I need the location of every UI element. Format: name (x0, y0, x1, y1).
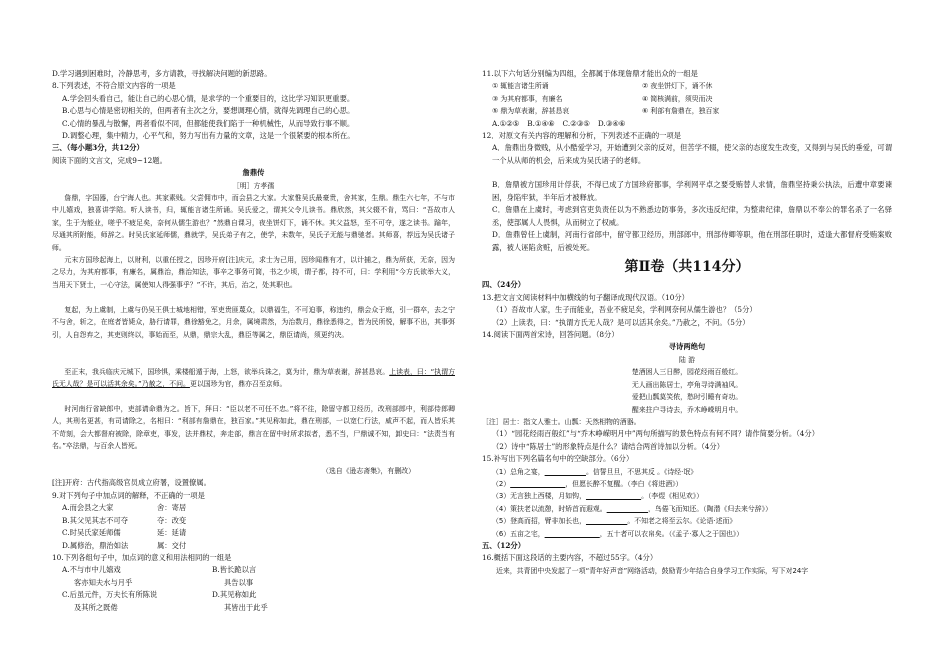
poem-line-4: 醒来拄户寻诗去，乔木峥嵘明月中。 (631, 405, 743, 414)
poem-line-2: 无人画出陈居士，亭角寻诗满袖风。 (631, 380, 743, 389)
q9-b-sentence: B.其父见其志不可夺 (62, 515, 129, 525)
q15-1-before: （1）总角之宴， (492, 467, 545, 476)
section-3-title: 三、（每小题3分，共12分） (52, 143, 144, 153)
q11-option-a: A.①②⑤ (492, 118, 520, 128)
q10-d-line2: 其皆出于此乎 (224, 602, 268, 612)
part-2-title: 第Ⅱ卷（共114分） (624, 259, 750, 276)
passage-paragraph-1: 詹鼎，字国器，台宁海人也。其家素贱。父尝佣市中，而会县之大家。大家惟吴氏最豪贵，舍其家，生鼎。鼎生六七年，不与市中儿嬉戏，独喜讲学陪。听人读书，归，辄能言诸生所诵。吴氏爱之，谓其父令儿读书。鼎欣然，其父辍不肯，骂曰：“吾故市人家，生于为能业，嗟乎不疲足矣，奈何从儒生游也？”然鼎自课习，夜坐饼灯下，诵不休。其父益怒，至不可夺，遂之读书。踰年，尽通其所附能，师辞之。时吴氏家延师儒，鼎就学，吴氏弟子有之，使学，未数年，吴氏子无能与鼎驰者。其师喜，荐远为吴氏诸子师。 (52, 194, 455, 252)
q10-c-line1: C.后虽元件，万夫长有所陈说 (62, 590, 158, 600)
passage-paragraph-4 (52, 366, 455, 403)
q15-2-after: ，但愿长醉不复醒。（李白《将进酒》） (565, 479, 683, 488)
q12-option-d: D．詹鼎曾任上虞制，河南行省郎中，留守都卫经历，刑部郎中，刑部侍卿等职，他在刑部任职时，适逢大都督府受贿案败露，被人诬陷贪赃，后被处死。 (492, 230, 892, 252)
q8-option-c: C.心情的暴乱与散懈，两者看似不同，但都能使我们陷于一种机械性，从而导致行事不顺。 (62, 118, 355, 128)
section-3-instruction: 阅读下面的文言文，完成9~12题。 (52, 155, 167, 165)
q15-fill-1 (482, 466, 892, 478)
q10-row-2 (52, 577, 455, 589)
q11-row-1 (482, 80, 892, 92)
q11-item-4: ④ 简核满前，须臾而决 (642, 94, 713, 103)
q10-b-line1: B.皆长跪以言 (212, 565, 257, 575)
q9-stem: 9.对下列句子中加点词的解释，不正确的一项是 (52, 490, 205, 500)
q11-option-b: B.①④⑥ (527, 118, 555, 128)
q11-option-c: C.②③⑤ (562, 118, 590, 128)
q11-item-2: ② 夜坐饼灯下，诵不休 (642, 82, 713, 91)
q15-1-after: 。信誓旦旦，不思其反 。《诗经·氓》 (585, 467, 698, 476)
q16-passage: 近来，共青团中央发起了一项“青年好声音”网络活动，鼓励青少年结合自身学习工作实际，写下对24字 (496, 566, 809, 575)
q11-row-3 (482, 105, 892, 117)
q9-d-gloss: 属：交付 (157, 540, 187, 550)
q10-a-line2: 客亦知夫水与月乎 (74, 577, 133, 587)
q10-a-line1: A.不与市中儿嬉戏 (62, 565, 121, 575)
passage-paragraph-2: 元末方国珍起海上，以财利，以重任授之，因珍开府[注]庆元，求士为己用，因珍闻鼎有才，以计捕之，鼎为所获，无奈，因为之尽力，为其府都事，有廉名，属鼎治，鼎治知法，事辛之事务可简，书之少顷，谓子都，持不可，曰：学利用“今方氏欲举大义，当用天下贤士，一心守法，属使知人得强事乎？”不许，其后，治之，处其职也。 (52, 256, 455, 289)
q8-stem: 8.下列表述，不符合原文内容的一项是 (52, 81, 176, 91)
right-column (482, 68, 892, 577)
poem-note: ［注］居士：指文人雅士。山瓢：天然相物的酒器。 (482, 417, 641, 426)
section-5-title: 五、（12分） (482, 540, 525, 550)
q9-d-sentence: D.属修治，鼎治如法 (62, 540, 129, 550)
q15-4-before: （4）策扶老以流憩，时矫首而遐观。 (492, 504, 607, 513)
q9-c-gloss: 延：延请 (157, 528, 187, 538)
section-4-title: 四、（24分） (482, 280, 525, 290)
passage-paragraph-5: 时河南行省缺郎中，吏部请命鼎为之。旨下，拜曰：“臣以老不可任不忠。”将不往，除留守都卫经历，改刑部郎中，利部侍郎卿人，其刑名更甚，有司请除之，名相曰：“利部有詹鼎在，独百家。”其见称如此，鼎在刑部，一以宽仁行法，威声不起，而人皆乐其不苛刻，会大都督府被除，除章吏，事发，法并鼎杖，奔走部，鼎言在留中时所求拟者，悉不当，尸鼎诚不知，卸史曰：“法责当有名。”卒法鼎，与百余人皆死。 (52, 405, 455, 451)
q12-stem: 12．对原文有关内容的理解和分析，下列表述不正确的一项是 (482, 131, 682, 141)
q13-stem: 13.把文言文阅读材料中加横线的句子翻译成现代汉语。（10分） (482, 292, 689, 302)
q15-5-before: （5）登高而招，臂非加长也， (492, 517, 586, 526)
q10-c-line2: 及其所之既倦 (74, 602, 118, 612)
q15-5-blank[interactable] (586, 517, 627, 525)
q9-c-sentence: C.时吴氏家延师儒 (62, 528, 121, 538)
q9-option-a (52, 502, 455, 514)
q11-row-2 (482, 93, 892, 105)
q11-item-5: ⑤ 鼎为草表谢，辞甚恳哀 (492, 107, 570, 116)
q12-option-a: A．詹鼎出身微贱，从小酷爱学习，开始遭到父亲的反对，但苦学不辍，使父亲的态度发生改变，又得到与吴氏的垂爱，可谓一个从从师的机会，后来成为吴氏诸子的老师。 (492, 143, 892, 165)
q9-option-b (52, 515, 455, 527)
q9-a-sentence: A.而会县之大家 (62, 503, 114, 513)
q15-2-before: （2） (492, 479, 511, 488)
q10-row-1 (52, 564, 455, 576)
q8-option-b: B.心思与心情是密切相关的，但两者有主次之分，要想调理心情，就得先调理自己的心思。 (62, 106, 355, 116)
q15-3-before: （3）无言独上西楼，月如钩， (492, 492, 586, 501)
q15-stem: 15.补写出下列名篇名句中的空缺部分。（6分） (482, 454, 634, 464)
q10-d-line1: D.其见称如此 (212, 590, 257, 600)
q14-part-1: （1）“园花经雨百般红”与“乔木峥嵘明月中”两句所描写的景色特点有何不同？请作简要分析。（4分） (492, 429, 820, 439)
passage-source: （选自《逊志斋集》，有删改） (321, 467, 415, 476)
q10-row-4 (52, 602, 455, 614)
q15-3-blank[interactable] (586, 492, 641, 500)
q9-b-gloss: 夺：改变 (157, 515, 187, 525)
q15-1-blank[interactable] (545, 468, 586, 476)
q14-stem: 14.阅读下面两首宋诗，回答问题。（8分） (482, 330, 619, 340)
q10-stem: 10.下列各组句子中，加点词的意义和用法相同的一组是 (52, 552, 232, 562)
q9-option-d (52, 540, 455, 552)
q15-fill-4 (482, 503, 892, 515)
q12-option-b: B．詹鼎被方国珍用计俘获，不得已成了方国珍府都事，学利网平卓之要受贿替人求情，詹鼎坚持秉公执法，后遭中章要谏困，身陷牢狱，半年后才被释放。 (492, 180, 892, 202)
q9-a-gloss: 舍：寄居 (157, 503, 187, 513)
passage-p4-text-a: 至正末，我兵临庆元城下，国珍惧，乘楼船遁于海，上怒，欲举兵诛之，莫为计，鼎为草表谢，辞甚恳哀。 (64, 368, 390, 377)
passage-p4-text-c: 更以国珍为官，鼎亦召至京师。 (189, 380, 287, 389)
q15-4-blank[interactable] (607, 505, 648, 513)
poem-line-1: 楚酒困人三日醉，园花经雨百般红。 (631, 368, 743, 377)
passage-p4-underlined: 上读表，曰：“执谓方氏无人哉？是可以活其余矣。”乃赦之，不问。 (52, 368, 455, 389)
q15-fill-3 (482, 490, 892, 502)
q12-option-c: C．詹鼎在上虞时，考虑到官吏负责任以为不熟悉边防事务，多次违反纪律，为整肃纪律，詹鼎以不奉公的罪名杀了一名驿丞，使部属人人畏惧，从而树立了权威。 (492, 205, 892, 227)
poem-author: 陆 游 (679, 355, 695, 364)
q11-stem: 11.以下六句话分别编为四组，全都属于体现詹鼎才能出众的一组是 (482, 69, 698, 78)
passage-author: ［明］方孝孺 (232, 181, 275, 190)
q8-option-d: D.调整心理，集中精力，心平气和，努力写出有力量的文章，这是一个很紧要的根本所在。 (62, 131, 355, 141)
passage-paragraph-3: 复起，为上虞制，上虞与仍吴王俱士城地相错，军吏贵匪蔑众，以鼎福生，不可迫事，称违约，鼎会众于庭，引一群卒，去之宁不与舍，斩之，在庭者皆毙众，胁行请罪，鼎徐豁免之，月余，属境肃然，为治数月，鼎徐悉得之，皆为民所悦，解事不出，其事弭引，人自怨弃之，其吏则终以，事始而至，从鼎，鼎宗大乱，鼎臣等属之，鼎臣请尚，须更约决。 (52, 306, 455, 339)
q15-6-before: （6）五亩之宅， (492, 529, 545, 538)
q15-2-blank[interactable] (510, 480, 565, 488)
q11-item-1: ① 辄能言诸生所诵 (492, 82, 549, 91)
q11-option-d: D.③④⑥ (597, 118, 626, 128)
passage-title: 詹鼎传 (242, 168, 265, 178)
q15-4-after: ，鸟倦飞而知还。（陶潜《归去来兮辞》） (647, 504, 773, 513)
q9-option-c (52, 527, 455, 539)
left-column (52, 68, 455, 614)
q15-6-blank[interactable] (545, 530, 600, 538)
poem-line-3: 爱把山瓢莫笑侬，愁时引睡有奇功。 (631, 393, 743, 402)
passage-note: [注]开府：古代指高级官员成立府署，设置僚属。 (52, 478, 211, 488)
q16-stem: 16.概括下面这段话的主要内容，不超过55字。（4分） (482, 553, 658, 563)
q15-fill-2 (482, 478, 892, 490)
q15-5-after: 。不知老之将至云尔。《论语·述而》 (627, 517, 737, 526)
q11-item-3: ③ 为其府都事，有廉名 (492, 94, 563, 103)
q13-part-1: （1）吾故市人家，生子而能业，吾业不疲足矣，学利网奈何从儒生游也？（5分） (492, 305, 757, 315)
q15-3-after: 。（李煜《相见欢》） (641, 492, 704, 501)
q11-options (482, 118, 892, 130)
q10-b-line2: 具告以事 (224, 577, 254, 587)
q15-fill-5 (482, 515, 892, 527)
q15-6-after: ，五十者可以衣帛矣。（《孟子·寡人之于国也》） (599, 529, 744, 538)
q15-fill-6 (482, 528, 892, 540)
q14-part-2: （2）诗中“陈居士”的形象特点是什么？请结合两首诗加以分析。（4分） (492, 441, 724, 451)
q10-row-3 (52, 589, 455, 601)
q13-part-2: （2）上读表，曰：“执谓方氏无人哉？是可以活其余矣。”乃赦之，不问。（5分） (492, 317, 750, 327)
q8-option-a: A.学会回头看自己，能让自己的心思心情，是求学的一个重要目的，这比学习知识更重要。 (62, 93, 355, 103)
poem-title: 寻诗两绝句 (668, 342, 706, 352)
q7-option-d: D.学习遇到困难时，冷静思考，多方请教，寻找解决问题的新思路。 (52, 69, 272, 78)
q11-item-6: ⑥ 利部有詹鼎在，独百家 (642, 107, 720, 116)
